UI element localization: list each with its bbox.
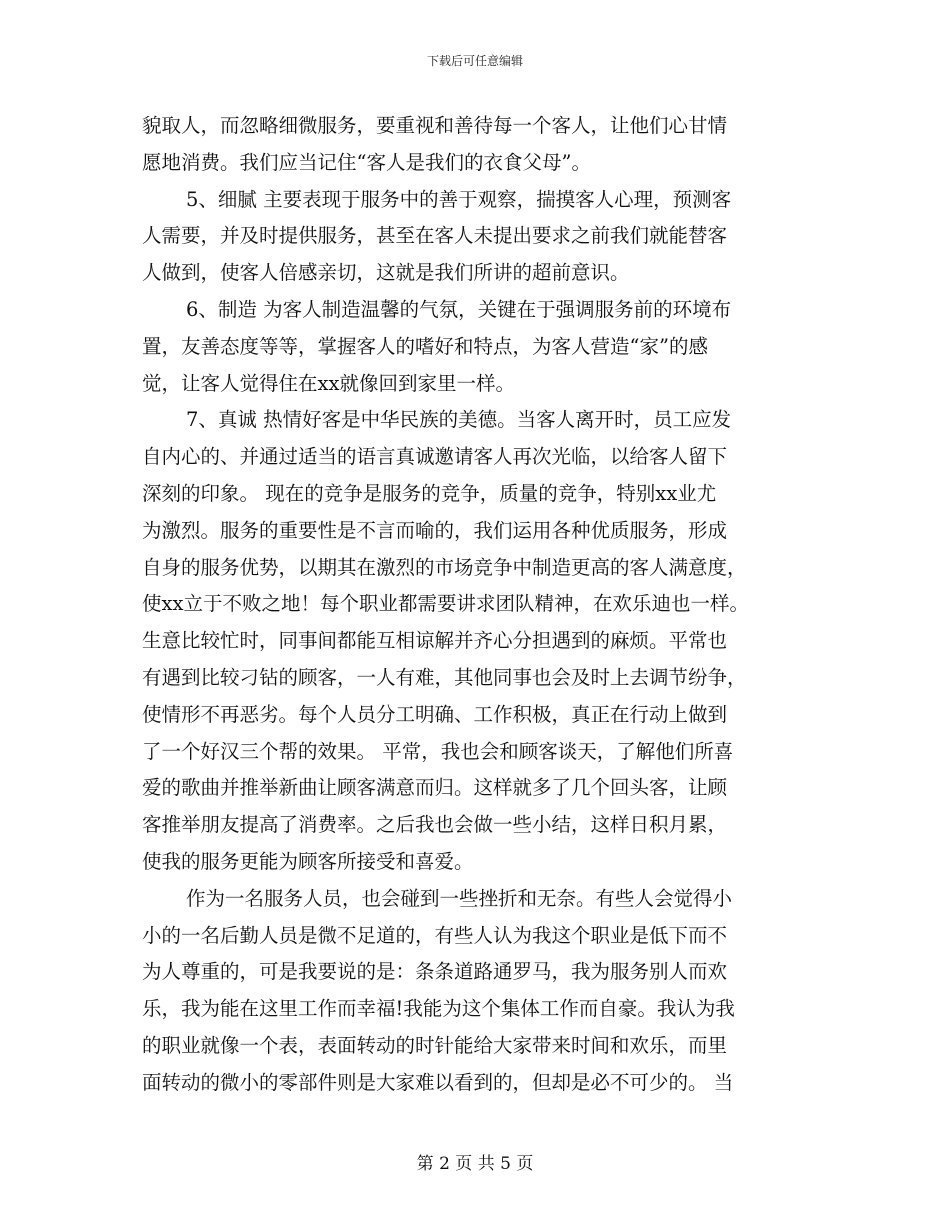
document-body [142,108,810,1102]
body-line: 深刻的印象。 现在的竞争是服务的竞争，质量的竞争，特别xx业尤 [142,481,717,505]
body-line: 置，友善态度等等，掌握客人的嗜好和特点，为客人营造“家”的感 [142,334,708,358]
body-line: 觉，让客人觉得住在xx就像回到家里一样。 [142,371,515,395]
body-line: 爱的歌曲并推举新曲让顾客满意而归。这样就多了几个回头客，让顾 [142,776,728,800]
body-line: 人需要，并及时提供服务，甚至在客人未提出要求之前我们就能替客 [142,224,728,248]
body-line: 小的一名后勤人员是微不足道的，有些人认为我这个职业是低下而不 [142,923,728,947]
body-line: 使我的服务更能为顾客所接受和喜爱。 [142,849,474,873]
body-line: 的职业就像一个表，表面转动的时针能给大家带来时间和欢乐，而里 [142,1033,728,1057]
body-line: 乐，我为能在这里工作而幸福!我能为这个集体工作而自豪。我认为我 [142,997,735,1021]
body-line: 为人尊重的，可是我要说的是：条条道路通罗马，我为服务别人而欢 [142,960,728,984]
body-line: 使xx立于不败之地！每个职业都需要讲求团队精神，在欢乐迪也一样。 [142,592,749,616]
body-line: 生意比较忙时，同事间都能互相谅解并齐心分担遇到的麻烦。平常也 [142,629,728,653]
paragraph-start-line: 作为一名服务人员，也会碰到一些挫折和无奈。有些人会觉得小 [186,886,733,910]
body-line: 人做到，使客人倍感亲切，这就是我们所讲的超前意识。 [142,261,630,285]
body-line: 使情形不再恶劣。每个人员分工明确、工作积极，真正在行动上做到 [142,702,728,726]
page-header: 下载后可任意编辑 [426,54,523,68]
body-line: 有遇到比较刁钻的顾客，一人有难，其他同事也会及时上去调节纷争， [142,665,747,689]
body-line: 自内心的、并通过适当的语言真诚邀请客人再次光临，以给客人留下 [142,445,728,469]
body-line: 自身的服务优势，以期其在激烈的市场竞争中制造更高的客人满意度， [142,555,747,579]
body-line: 为激烈。服务的重要性是不言而喻的，我们运用各种优质服务，形成 [142,518,728,542]
body-line: 了一个好汉三个帮的效果。 平常，我也会和顾客谈天，了解他们所喜 [142,739,734,763]
body-line: 貌取人，而忽略细微服务，要重视和善待每一个客人，让他们心甘情 [142,114,728,137]
paragraph-start-line: 7、真诚 热情好客是中华民族的美德。当客人离开时，员工应发 [186,408,732,432]
paragraph-start-line: 6、制造 为客人制造温馨的气氛，关键在于强调服务前的环境布 [186,297,732,321]
paragraph-start-line: 5、细腻 主要表现于服务中的善于观察，揣摸客人心理，预测客 [186,187,732,211]
page-footer: 第 2 页 共 5 页 [416,1154,534,1174]
body-line: 愿地消费。我们应当记住“客人是我们的衣食父母”。 [142,150,591,174]
body-line: 客推举朋友提高了消费率。之后我也会做一些小结，这样日积月累， [142,813,728,837]
body-line: 面转动的微小的零部件则是大家难以看到的，但却是必不可少的。 当 [142,1070,734,1094]
